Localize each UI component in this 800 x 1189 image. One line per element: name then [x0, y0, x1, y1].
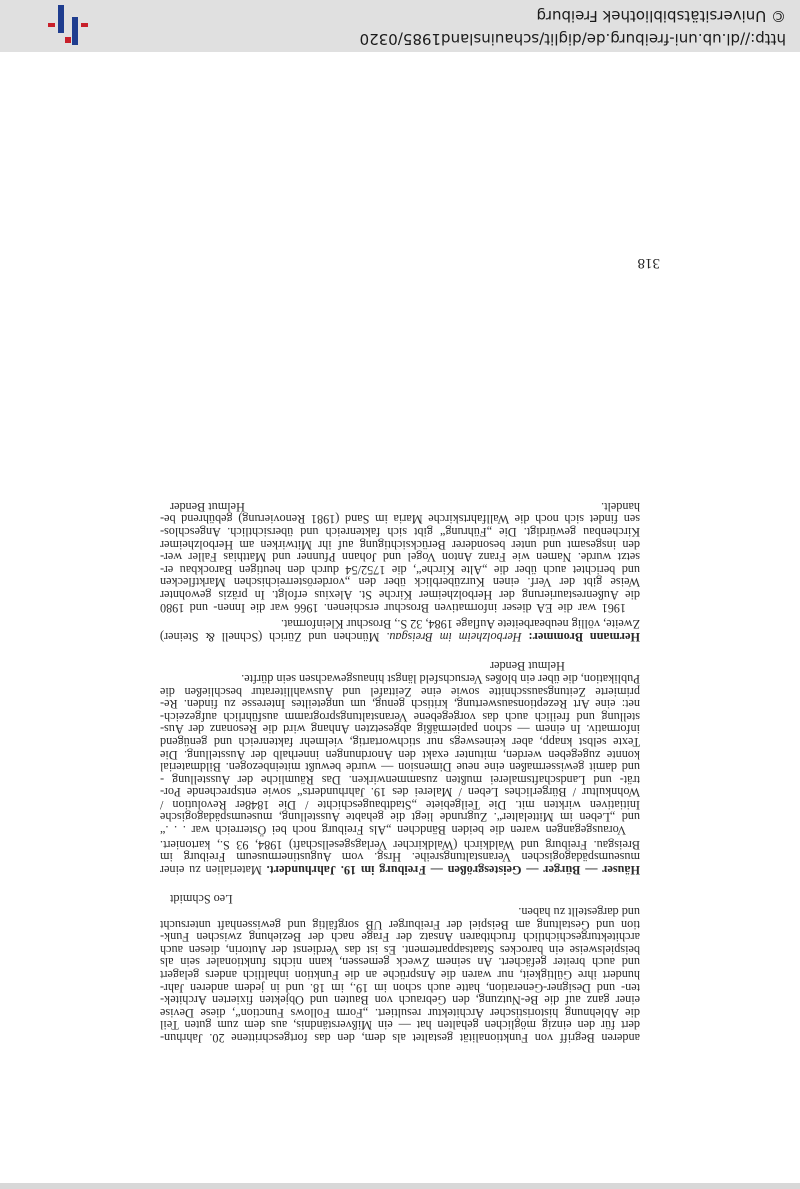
text-line: die Ablehnung historistischer Architektur resultiert. „Form Follows Function“, diese Devise: [160, 1005, 640, 1020]
book-title: Häuser — Bürger — Geistesgrößen — Freiburg im 19. Jahrhundert.: [266, 862, 640, 877]
text-line: Weise gibt der Verf. einen Kurzüberblick über den „vorderösterreichischen Marktflecken: [160, 575, 640, 590]
text-line: anderen Begriff von Funktionalität gestaltet als dem, den das fortgeschrittene 20. Jahrhun-: [160, 1031, 640, 1045]
text-line: und auch breiter gefächert. An seinem Zweck gemessen, kann nichts funktionaler sein als: [160, 955, 640, 970]
text-block: [160, 500, 640, 1044]
text-line: architekturgeschichtlich fruchtbaren Ansatz der Frage nach der Beziehung zwischen Funk-: [160, 930, 640, 945]
review-3: [160, 500, 640, 643]
ub-freiburg-logo-icon[interactable]: [48, 5, 88, 45]
review-1: [160, 893, 640, 1044]
text-line: die Außenrestaurierung der Herbolzheimer Kirche St. Alexius erfolgt. In präzis gewohnter: [160, 588, 640, 602]
text-line: Initiativen wirkten mit. Die Teilgebiete „Stadtbaugeschichte / Die 1848er Revolution /: [160, 797, 640, 812]
text-line: 1961 war die EA dieser informativen Broschur erschienen. 1966 war die Innen- und 1980: [160, 600, 626, 615]
text-line: Kirchenbau gewürdigt. Die „Führung“ gibt sich faktenreich und übersichtlich. Angeschlos-: [160, 525, 640, 540]
signature: Leo Schmidt: [170, 892, 233, 907]
footer-url-link[interactable]: http://dl.ub.uni-freiburg.de/diglit/schauinsland1985/0320: [359, 30, 786, 48]
text-line: Wohnkultur / Bürgerliches Leben / Malerei des 19. Jahrhunderts“ sowie entsprechende Por-: [160, 785, 640, 800]
text-line: dert für den einzig möglichen gehalten hat — ein Mißverständnis, aus dem zum guten Teil: [160, 1018, 640, 1033]
text-line: sen findet sich noch die Wallfahrtskirche Maria im Sand (1981 Renovierung) gebührend be-: [160, 512, 640, 527]
text-line: Texte selbst knapp, aber keineswegs nur stichwortartig, vielmehr faktenreich und genügend: [160, 734, 640, 749]
text-line: museumspädagogischen Veranstaltungsreihe. Hrsg. vom Augustinermuseum Freiburg im: [160, 850, 640, 865]
text-line: den insgesamt und unter besonderer Berücksichtigung auf ihr Mitwirken am Herbolzheimer: [160, 537, 640, 552]
text-line: einer ganz auf die Be-Nutzung, den Gebrauch von Bauten und Objekten fixierten Architek-: [160, 993, 640, 1008]
page-number: 318: [637, 255, 660, 271]
footer-copyright: © Universitätsbibliothek Freiburg: [536, 7, 786, 25]
heading-text: München und Zürich (Schnell & Steiner): [159, 629, 380, 644]
book-title: Herbolzheim im Breisgau.: [386, 629, 522, 644]
text-line: trät- und Landschaftsmalerei mußten zusammenwirken. Das Räumliche der Ausstellung -: [160, 772, 640, 787]
signature: Helmut Bender: [170, 499, 245, 514]
text-line: und berichtet auch über die „Alte Kirche“, die 1752/54 durch den heutigen Barockbau er-: [160, 562, 640, 577]
text-line: tion und Gestaltung am Beispiel der Freiburger UB sorgfältig und gewissenhaft untersucht: [160, 917, 640, 932]
review-heading: [160, 863, 640, 876]
text-line: Zweite, völlig neubearbeitete Auflage 1984, 32 S., Broschur Kleinformat.: [280, 617, 640, 632]
author-name: Hermann Brommer:: [528, 629, 640, 644]
footer-band: [0, 0, 800, 52]
top-band: [0, 1183, 800, 1189]
text-line: konnte zugegeben werden, mitunter exakt den Anordnungen innerhalb der Ausstellung. Die: [160, 747, 640, 762]
review-2: [160, 660, 640, 876]
signature: Helmut Bender: [490, 659, 565, 674]
logo-graphic: [48, 5, 88, 45]
text-line: setzt wurde. Namen wie Franz Anton Vogel und Johann Pfunner und Matthias Faller wer-: [160, 550, 640, 565]
text-line: ten- und Designer-Generation, hatte auch schon im 19., im 18. und in jedem anderen Jahr-: [160, 980, 640, 995]
text-line: und „Leben im Mittelalter“. Zugrunde liegt die gehabte Ausstellung, museumspädagogische: [160, 810, 640, 825]
text-line: handelt.: [601, 499, 640, 514]
text-line: beispielsweise ein barockes Staatsappartement. Es ist das Verdienst der Autorin, diesen auch: [160, 942, 640, 957]
text-line: Vorausgegangen waren die beiden Bändchen „Als Freiburg noch bei Österreich war . . .“: [160, 823, 626, 838]
text-line: hundert ihre Gültigkeit, nur waren die Ansprüche an die Funktion inhaltlich anders gelagert: [160, 968, 640, 983]
text-line: primierte Zeitungsausschnitte sowie eine Zeittafel und Auswahlliteratur beschließen die: [160, 684, 640, 699]
text-line: und damit gewissermaßen eine neue Dimension — wurde bewußt miteinbezogen. Bildmaterial: [160, 760, 640, 775]
text-line: informativ. In einem — schon papiermäßig abgesetzten Anhang wird die Resonanz der Aus-: [160, 722, 640, 737]
heading-text: Materialien zu einer: [159, 862, 262, 877]
review-heading: [160, 630, 640, 643]
text-line: stellung und freilich auch das vorgegebene Veranstaltungsprogramm ausführlich aufgezeich-: [160, 709, 640, 724]
text-line: Publikation, die über ein bloßes Versuchsfeld längst hinausgewachsen sein dürfte.: [241, 671, 640, 686]
text-line: net: eine Art Rezeptionsauswertung, kritisch genug, um ungeteiltes Interesse zu finden. Re-: [160, 697, 640, 712]
text-line: und dargestellt zu haben.: [518, 905, 640, 920]
text-line: Breisgau. Freiburg und Waldkirch (Waldkircher Verlagsgesellschaft) 1984, 93 S., kartoniert.: [160, 837, 640, 852]
